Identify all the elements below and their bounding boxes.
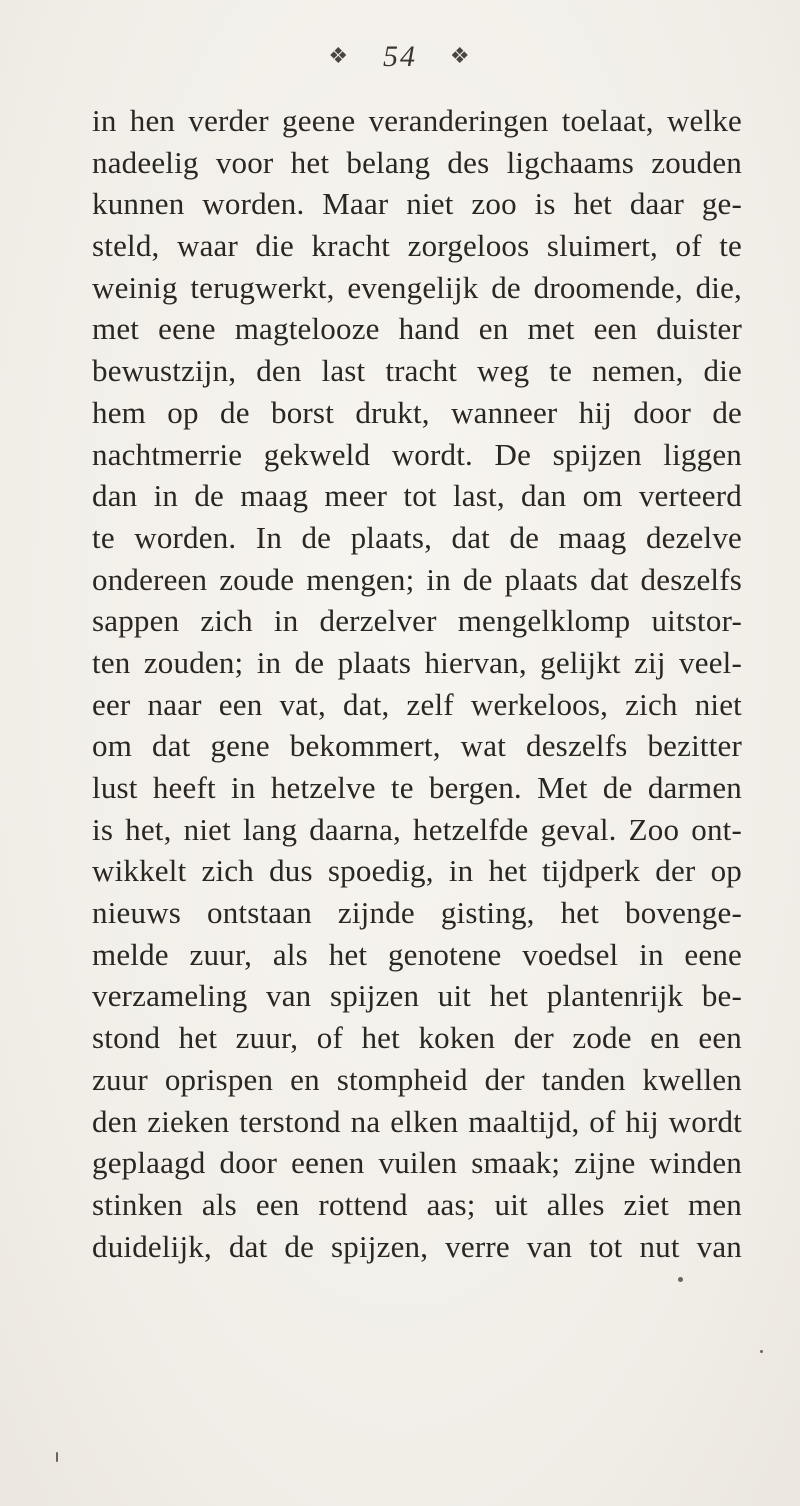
page-number: 54 <box>383 39 417 73</box>
text-line: stinken als een rottend aas; uit alles ziet men <box>92 1186 742 1222</box>
paper-speck <box>678 1277 683 1282</box>
text-line: in hen verder geene veranderingen toelaat, welke <box>92 103 742 138</box>
text-line: stond het zuur, of het koken der zode en een <box>92 1020 742 1056</box>
text-line: dan in de maag meer tot last, dan om verteerd <box>92 478 742 514</box>
text-line: verzameling van spijzen uit het plantenrijk be- <box>92 978 742 1014</box>
page-header <box>0 38 800 74</box>
text-line: kunnen worden. Maar niet zoo is het daar ge- <box>92 186 742 222</box>
text-line: bewustzijn, den last tracht weg te nemen, die <box>92 353 742 389</box>
text-line: met eene magtelooze hand en met een duister <box>92 311 742 347</box>
text-line: eer naar een vat, dat, zelf werkeloos, zich niet <box>92 686 742 722</box>
text-line: weinig terugwerkt, evengelijk de droomende, die, <box>92 269 742 305</box>
body-text <box>92 100 742 1267</box>
text-line: nadeelig voor het belang des ligchaams zouden <box>92 144 742 180</box>
text-line: nachtmerrie gekweld wordt. De spijzen liggen <box>92 436 742 472</box>
text-line: ondereen zoude mengen; in de plaats dat deszelfs <box>92 561 742 597</box>
text-line: ten zouden; in de plaats hiervan, gelijkt zij veel- <box>92 644 742 680</box>
text-line: melde zuur, als het genotene voedsel in eene <box>92 936 742 972</box>
text-line: geplaagd door eenen vuilen smaak; zijne winden <box>92 1145 742 1181</box>
ornament-left-icon: ❖ <box>328 44 351 69</box>
text-line: hem op de borst drukt, wanneer hij door de <box>92 394 742 430</box>
text-line: sappen zich in derzelver mengelklomp uitstor- <box>92 603 742 639</box>
text-line: wikkelt zich dus spoedig, in het tijdperk der op <box>92 853 742 889</box>
text-line: is het, niet lang daarna, hetzelfde geval. Zoo ont- <box>92 811 742 847</box>
text-line: steld, waar die kracht zorgeloos sluimert, of te <box>92 228 742 264</box>
paper-speck <box>760 1350 763 1353</box>
text-line: den zieken terstond na elken maaltijd, of hij wordt <box>92 1103 742 1139</box>
paper-speck <box>56 1452 58 1462</box>
ornament-right-icon: ❖ <box>449 44 472 69</box>
text-line: om dat gene bekommert, wat deszelfs bezitter <box>92 728 742 764</box>
text-line: duidelijk, dat de spijzen, verre van tot nut van <box>92 1228 742 1264</box>
text-line: zuur oprispen en stompheid der tanden kwellen <box>92 1061 742 1097</box>
text-line: te worden. In de plaats, dat de maag dezelve <box>92 519 742 555</box>
text-line: lust heeft in hetzelve te bergen. Met de darmen <box>92 770 742 805</box>
text-line: nieuws ontstaan zijnde gisting, het bovenge- <box>92 895 742 931</box>
